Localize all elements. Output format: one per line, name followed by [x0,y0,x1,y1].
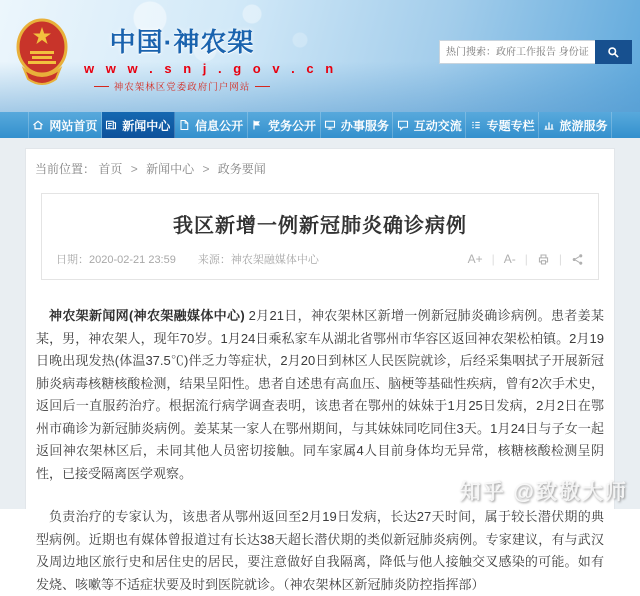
breadcrumb-prefix: 当前位置： [35,162,96,176]
date-value: 2020-02-21 23:59 [89,254,176,266]
share-button[interactable] [571,253,584,266]
breadcrumb [26,149,614,186]
nav-item-info-disclosure[interactable] [175,112,248,138]
national-emblem-logo [16,17,68,91]
article-date [56,251,176,267]
zhihu-watermark: 知乎 @致敬大师 [459,481,628,504]
article-source [198,251,319,267]
article-paragraph [36,305,604,485]
nav-item-label: 互动交流 [413,118,462,133]
site-header [0,0,640,112]
article-tools [468,252,584,266]
nav-item-news-center[interactable] [102,112,175,138]
nav-item-special-columns[interactable] [466,112,539,138]
paragraph-lead: 神农架新闻网(神农架融媒体中心) [49,308,249,323]
tools-divider: | [491,252,495,266]
source-label: 来源： [197,254,231,266]
article-meta [42,249,598,279]
tools-divider: | [524,252,528,266]
source-value: 神农架融媒体中心 [230,254,319,266]
nav-item-tourism[interactable] [539,112,612,138]
nav-item-services[interactable] [321,112,394,138]
date-label: 日期： [56,254,89,266]
breadcrumb-separator: > [202,162,210,176]
chat-bubble-icon [397,119,409,131]
document-icon [178,119,190,131]
header-search [439,40,632,64]
font-increase-button[interactable]: A+ [467,252,483,266]
breadcrumb-separator: > [130,162,138,176]
nav-item-label: 办事服务 [340,118,389,133]
search-input[interactable] [439,40,595,64]
content-card [25,148,615,592]
font-decrease-button[interactable]: A- [503,252,516,266]
search-button[interactable] [595,40,632,64]
breadcrumb-gov-news[interactable]: 政务要闻 [217,162,266,176]
site-branding [84,22,338,93]
newspaper-icon [105,119,117,131]
breadcrumb-home[interactable]: 首页 [98,162,123,176]
article-header-box [41,193,599,280]
nav-item-label: 信息公开 [195,118,244,133]
bar-chart-icon [543,119,555,131]
home-icon [32,119,44,131]
site-subtitle: 神农架林区党委政府门户网站 [84,79,280,93]
nav-item-party-affairs[interactable] [248,112,321,138]
list-icon [470,119,482,131]
main-nav [0,112,640,138]
tools-divider: | [558,252,562,266]
printer-icon [537,253,550,266]
nav-item-label: 党务公开 [268,118,317,133]
article-title: 我区新增一例新冠肺炎确诊病例 [173,215,467,237]
nav-item-label: 专题专栏 [486,118,535,133]
paragraph-text: 负责治疗的专家认为，该患者从鄂州返回至2月19日发病，长达27天时间，属于较长潜伏期的典型病例。近期也有媒体曾报道过有长达38天超长潜伏期的类似新冠肺炎病例。专家建议，有与武汉及周边地区旅行史和居住史的居民，要注意做好自我隔离，降低与他人接触交叉感染的可能。如有发烧、咳嗽等不适症状要及时到医院就诊。（神农架林区新冠肺炎防控指挥部） [36,509,604,592]
site-url: w w w . s n j . g o v . c n [84,61,338,76]
article-paragraph [36,506,604,596]
nav-item-label: 旅游服务 [559,118,608,133]
nav-item-interaction[interactable] [393,112,466,138]
breadcrumb-news-center[interactable]: 新闻中心 [146,162,195,176]
share-icon [571,253,584,266]
nav-item-home[interactable] [28,112,102,138]
monitor-icon [324,119,336,131]
paragraph-text: 2月21日，神农架林区新增一例新冠肺炎确诊病例。患者姜某某，男，神农架人，现年70岁。1月24日乘私家车从湖北省鄂州市华容区返回神农架松柏镇。2月19日晚出现发热(体温37.5℃)伴乏力等症状，2月20日到林区人民医院就诊，后经采集咽拭子开展新冠肺炎病毒核糖核酸检测，结果呈阳性。患者自述患有高血压、脑梗等基础性疾病，曾有2次手术史，返回后一直服药治疗。根据流行病学调查表明，该患者在鄂州的妹妹于1月25日发病，2月2日在鄂州市确诊为新冠肺炎病例。姜某某一家人在鄂州期间，与其妹妹同吃同住3天。1月24日与子女一起返回神农架林区后，未同其他人员密切接触。同车家属4人目前身体均无异常，核糖核酸检测呈阴性，已接受隔离医学观察。 [36,308,604,481]
search-icon [607,46,620,59]
nav-item-label: 新闻中心 [122,118,171,133]
print-button[interactable] [537,253,550,266]
article-body [26,280,614,596]
site-title: 中国·神农架 [109,27,255,57]
nav-item-label: 网站首页 [49,118,98,133]
flag-icon [251,119,263,131]
